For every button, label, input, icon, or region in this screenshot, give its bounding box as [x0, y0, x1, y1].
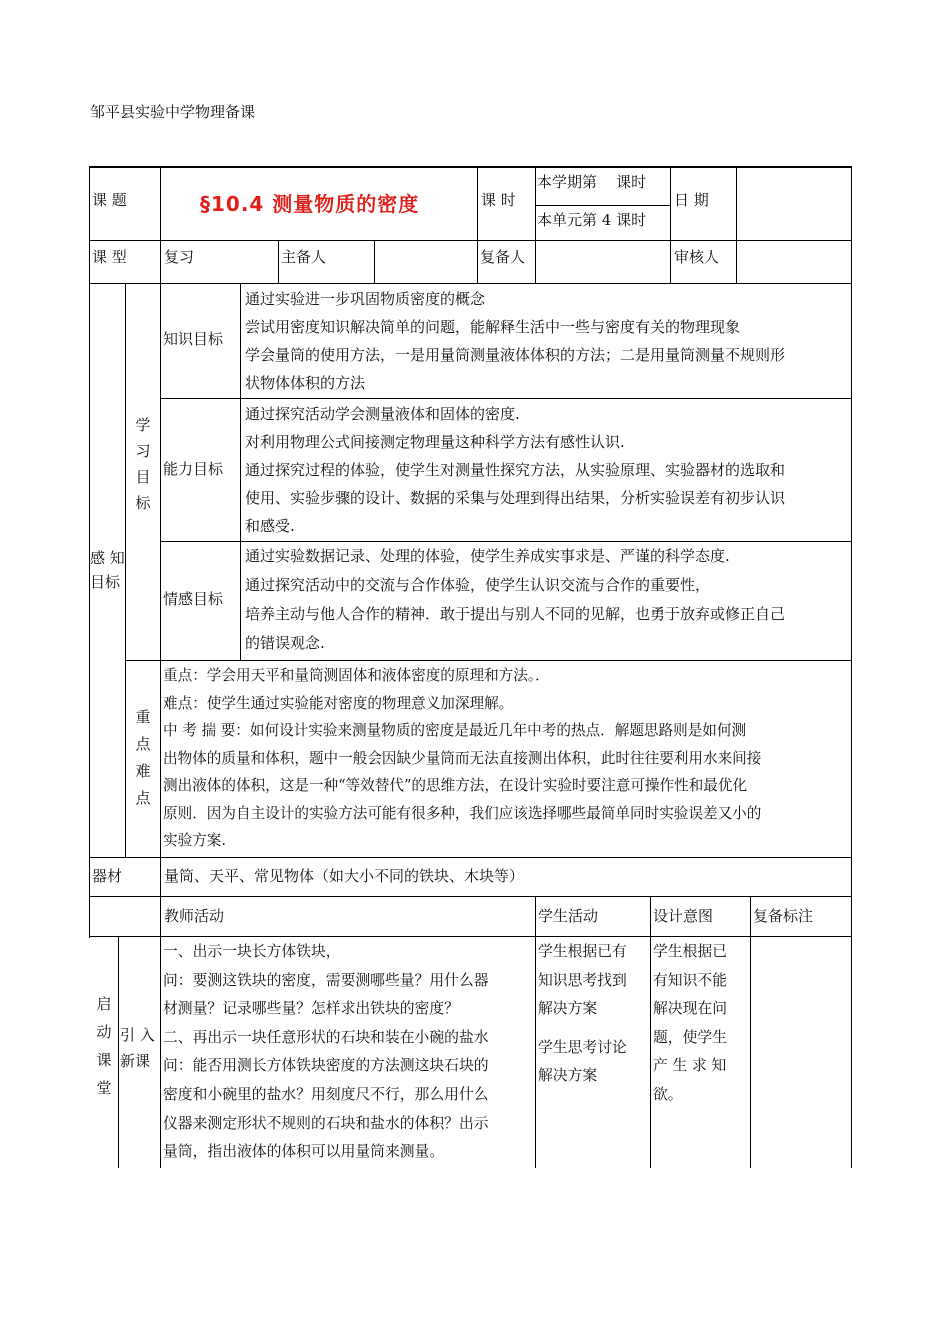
label-perception-goals: 感 知 目标 [90, 549, 125, 591]
emotion-goals-text [245, 542, 851, 658]
text-line [538, 1024, 650, 1034]
document-header: 邹平县实验中学物理备课 [90, 103, 256, 121]
label-key-difficult: 重 点 难 点 [135, 708, 151, 807]
text-line: 产 生 求 知 [653, 1057, 727, 1075]
text-line: 量筒，指出液体的体积可以用量筒来测量。 [163, 1143, 445, 1161]
student-activity-text [538, 938, 650, 1091]
text-line: 通过实验进一步巩固物质密度的概念 [245, 290, 486, 308]
header-design-intent: 设计意图 [653, 907, 714, 925]
hline [535, 205, 670, 206]
text-line: 一、出示一块长方体铁块， [163, 943, 341, 960]
vline [278, 240, 279, 284]
vline [374, 240, 375, 284]
vline [851, 166, 852, 1168]
vline [477, 166, 478, 284]
text-line: 有知识不能 [653, 971, 727, 989]
text-line: 问：能否用测长方体铁块密度的方法测这块石块的 [163, 1057, 489, 1075]
ability-goals-text [245, 400, 851, 540]
label-ability-goals: 能力目标 [163, 460, 224, 478]
key-difficult-text [163, 662, 851, 855]
vline [750, 896, 751, 1168]
hours-line1: 本学期第 课时 [537, 173, 647, 191]
vline [535, 896, 536, 1168]
hline [89, 936, 852, 937]
knowledge-goals-text [245, 285, 851, 397]
text-line: 中 考 揣 要：如何设计实验来测量物质的密度是最近几年中考的热点．解题思路则是如何测 [163, 722, 747, 739]
text-line: 的错误观念. [245, 634, 325, 652]
text-line: 二、再出示一块任意形状的石块和装在小碗的盐水 [163, 1028, 489, 1046]
teacher-activity-text [163, 938, 535, 1167]
label-co-preparer: 复备人 [480, 248, 526, 266]
vline [535, 166, 536, 284]
text-line: 仪器来测定形状不规则的石块和盐水的体积？出示 [163, 1114, 489, 1132]
vline [118, 936, 119, 1168]
hline [125, 660, 852, 661]
text-line: 学生根据已有 [538, 943, 627, 960]
text-line: 题，使学生 [653, 1028, 727, 1046]
text-line: 出物体的质量和体积，题中一般会因缺少量筒而无法直接测出体积，此时往往要利用水来间接 [163, 749, 762, 767]
header-student-activity: 学生活动 [538, 907, 599, 925]
text-line: 学会量筒的使用方法，一是用量筒测量液体体积的方法；二是用量筒测量不规则形 [245, 346, 786, 364]
text-line: 难点：使学生通过实验能对密度的物理意义加深理解。 [163, 694, 514, 712]
text-line: 密度和小碗里的盐水？用刻度尺不行，那么用什么 [163, 1085, 489, 1103]
label-introduce-new-lesson: 引 入 新课 [120, 1026, 155, 1070]
equipment-value: 量筒、天平、常见物体（如大小不同的铁块、木块等） [164, 867, 525, 885]
text-line: 学生思考讨论 [538, 1038, 627, 1056]
text-line: 解决现在问 [653, 1000, 727, 1018]
label-start-class: 启 动 课 堂 [96, 995, 112, 1097]
text-line: 解决方案 [538, 1067, 598, 1085]
label-knowledge-goals: 知识目标 [163, 330, 224, 348]
text-line: 材测量？记录哪些量？怎样求出铁块的密度？ [163, 1000, 459, 1018]
vline [240, 283, 241, 661]
text-line: 重点：学会用天平和量筒测固体和液体密度的原理和方法。． [163, 667, 550, 684]
text-line: 实验方案. [163, 832, 227, 849]
text-line: 状物体体积的方法 [245, 374, 366, 392]
label-study-goals: 学 习 目 标 [135, 416, 151, 512]
text-line: 使用、实验步骤的设计、数据的采集与处理到得出结果，分析实验误差有初步认识 [245, 489, 786, 507]
text-line: 问：要测这铁块的密度，需要测哪些量？用什么器 [163, 971, 489, 989]
text-line: 通过探究活动学会测量液体和固体的密度. [245, 405, 520, 423]
design-intent-text [653, 938, 749, 1110]
hline [89, 283, 852, 284]
hline [160, 398, 852, 399]
text-line: 原则．因为自主设计的实验方法可能有很多种，我们应该选择哪些最简单同时实验误差又小的 [163, 804, 762, 822]
label-main-preparer: 主备人 [281, 248, 327, 266]
type-value: 复习 [164, 248, 195, 266]
label-equipment: 器材 [92, 867, 123, 885]
vline [650, 896, 651, 1168]
hours-line2: 本单元第 4 课时 [537, 211, 647, 229]
vline [160, 166, 161, 1168]
label-hours: 课 时 [481, 191, 516, 209]
vline [736, 166, 737, 284]
vline [670, 166, 671, 284]
header-remark: 复备标注 [753, 907, 814, 925]
text-line: 和感受. [245, 517, 295, 535]
label-topic: 课 题 [92, 191, 127, 209]
hline [89, 166, 852, 168]
label-date: 日 期 [674, 191, 709, 209]
text-line: 尝试用密度知识解决简单的问题，能解释生活中一些与密度有关的物理现象 [245, 318, 741, 336]
text-line: 通过实验数据记录、处理的体验，使学生养成实事求是、严谨的科学态度. [245, 547, 730, 565]
label-reviewer: 审核人 [674, 248, 720, 266]
text-line: 培养主动与他人合作的精神．敢于提出与别人不同的见解，也勇于放弃或修正自己 [245, 605, 786, 623]
header-teacher-activity: 教师活动 [164, 907, 225, 925]
text-line: 对利用物理公式间接测定物理量这种科学方法有感性认识. [245, 433, 625, 451]
text-line: 学生根据已 [653, 943, 727, 960]
text-line: 测出液体的体积，这是一种“等效替代”的思维方法，在设计实验时要注意可操作性和最优化 [163, 777, 748, 794]
hline [89, 857, 852, 858]
hline [89, 896, 852, 897]
hline [89, 240, 852, 241]
text-line: 知识思考找到 [538, 971, 627, 989]
text-line: 通过探究活动中的交流与合作体验，使学生认识交流与合作的重要性， [245, 576, 711, 594]
text-line: 解决方案 [538, 1000, 598, 1018]
label-type: 课 型 [92, 248, 127, 266]
label-emotion-goals: 情感目标 [163, 590, 224, 608]
text-line: 欲。 [653, 1085, 683, 1103]
lesson-title: §10.4 测量物质的密度 [200, 192, 420, 216]
text-line: 通过探究过程的体验，使学生对测量性探究方法，从实验原理、实验器材的选取和 [245, 461, 786, 479]
